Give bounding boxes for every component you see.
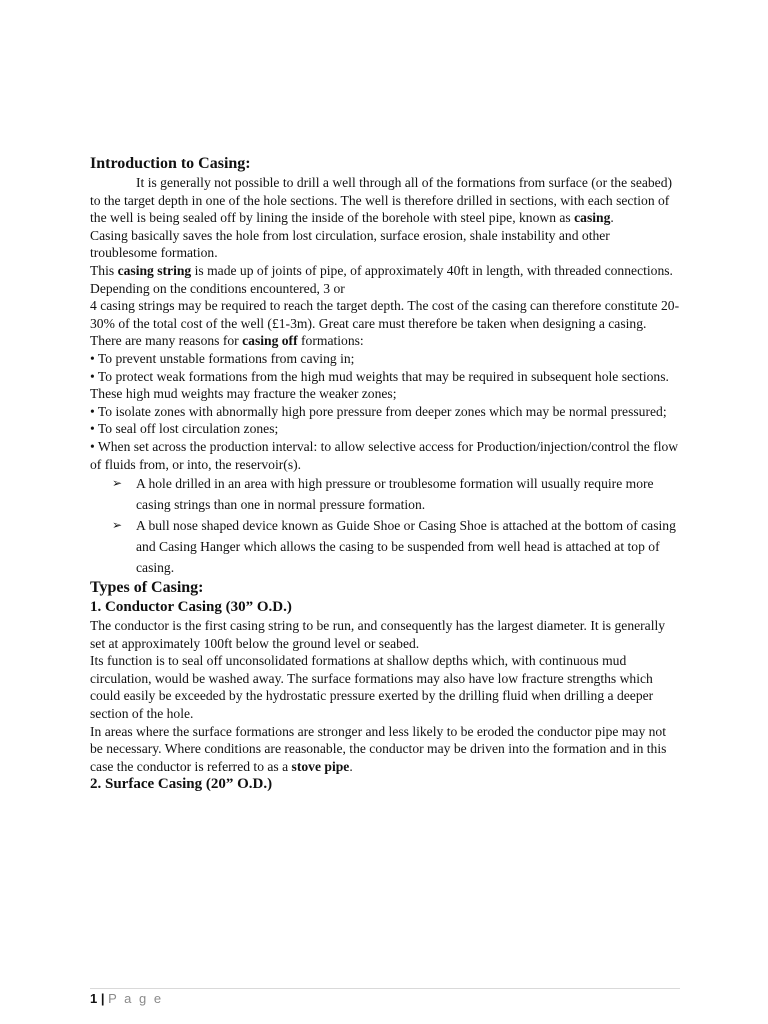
arrow-bullet-icon: ➢ [112, 476, 123, 491]
page-number: 1 [90, 991, 98, 1006]
string-pre: This [90, 262, 118, 278]
casing-string-paragraph [90, 262, 680, 297]
arrow-item-text: A hole drilled in an area with high pressure or troublesome formation will usually require more casing strings than one in normal pressure formation. [136, 476, 654, 513]
reason-item: • To protect weak formations from the high mud weights that may be required in subsequent hole sections. These high mud weights may fracture the weaker zones; [90, 368, 669, 402]
arrow-item-text: A bull nose shaped device known as Guide Shoe or Casing Shoe is attached at the bottom of casing and Casing Hanger which allows the casing to be suspended from well head is attached at top of casing. [136, 518, 676, 576]
conductor-p3-term: stove pipe [291, 758, 350, 774]
reason-item: • To seal off lost circulation zones; [90, 421, 279, 437]
cost-post: formations: [297, 333, 364, 349]
conductor-p3-post: . [349, 758, 353, 774]
conductor-paragraph-1: The conductor is the first casing string to be run, and consequently has the largest diameter. It is generally set at approximately 100ft below the ground level or seabed. [90, 618, 666, 651]
cost-pre: 4 casing strings may be required to reach the target depth. The cost of the casing can therefore constitute 20-30% of the total cost of the well (£1-3m). Great care must therefore be taken when designing a casing. There are many reasons for [90, 298, 680, 349]
conductor-paragraph-3 [90, 723, 680, 776]
conductor-paragraph-2: Its function is to seal off unconsolidated formations at shallow depths which, with continuous mud circulation, would be washed away. The surface formations may also have low fracture strengths which could easily be exceeded by the hydrostatic pressure exerted by the drilling fluid when drilling a deeper section of the hole. [90, 653, 654, 722]
intro-heading: Introduction to Casing: [90, 155, 251, 172]
casing-saves-paragraph: Casing basically saves the hole from lost circulation, surface erosion, shale instability and other troublesome formation. [90, 227, 610, 261]
reason-item: • To isolate zones with abnormally high pore pressure from deeper zones which may be normal pressured; [90, 403, 667, 419]
intro-term: casing [574, 210, 611, 226]
intro-text: It is generally not possible to drill a well through all of the formations from surface (or the seabed) to the target depth in one of the hole sections. The well is therefore drilled in sections, with each section of the well is being sealed off by lining the inside of the borehole with steel pipe, known as [90, 175, 673, 226]
string-term: casing string [117, 262, 192, 278]
reason-item: • When set across the production interval: to allow selective access for Production/injection/control the flow of fluids from, or into, the reservoir(s). [90, 438, 679, 472]
string-post: is made up of joints of pipe, of approximately 40ft in length, with threaded connections. Depending on the conditions encountered, 3 or [90, 262, 673, 296]
cost-term: casing off [242, 333, 298, 349]
arrow-list-item [90, 515, 680, 578]
page-separator: | [100, 991, 105, 1006]
surface-casing-heading: 2. Surface Casing (20” O.D.) [90, 776, 273, 793]
page-footer [90, 988, 680, 1006]
arrow-list-item [90, 473, 680, 515]
intro-paragraph [90, 174, 680, 227]
types-heading: Types of Casing: [90, 579, 204, 597]
conductor-p3-pre: In areas where the surface formations are stronger and less likely to be eroded the conductor pipe may not be necessary. Where conditions are reasonable, the conductor may be driven into the formation and in this case the conductor is referred to as a [90, 723, 667, 774]
document-body [90, 154, 680, 794]
conductor-heading: 1. Conductor Casing (30” O.D.) [90, 599, 292, 616]
page-word: P a g e [108, 991, 164, 1006]
arrow-bullet-icon: ➢ [112, 518, 123, 533]
reason-item: • To prevent unstable formations from caving in; [90, 350, 355, 366]
cost-paragraph [90, 297, 680, 350]
arrow-list [90, 473, 680, 578]
intro-end: . [610, 210, 614, 226]
